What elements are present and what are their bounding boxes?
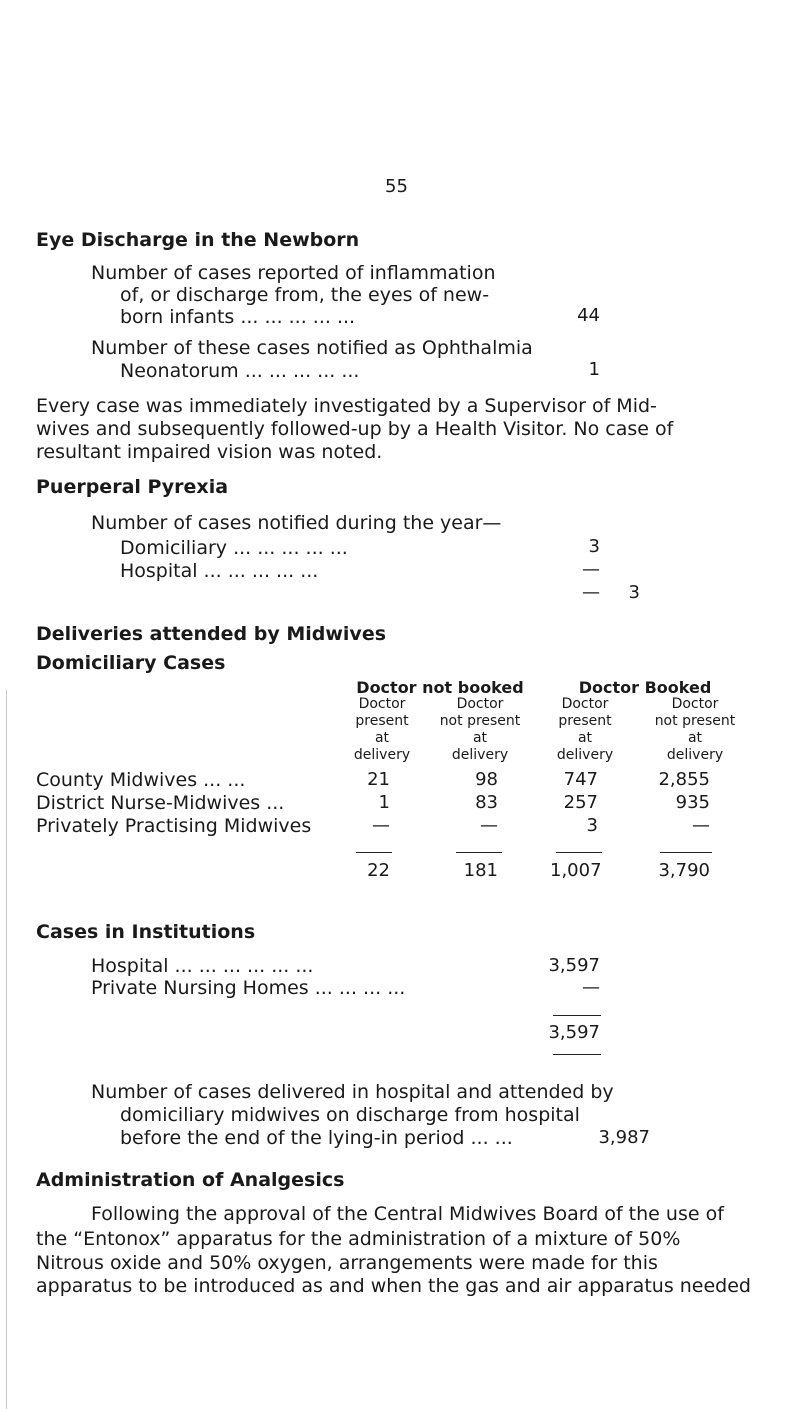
column-header-not-booked-not-present: Doctor not present at delivery	[439, 696, 521, 763]
pyrexia-total: 3	[628, 582, 640, 603]
institution-total: 3,597	[548, 1022, 600, 1043]
pyrexia-row-label: Domiciliary ... ... ... ... ...	[120, 537, 348, 559]
page-number: 55	[385, 176, 408, 197]
eye-line-3: born infants ... ... ... ... ...	[120, 306, 356, 328]
analgesics-line-3: Nitrous oxide and 50% oxygen, arrangements were made for this	[36, 1252, 658, 1274]
scan-margin-line	[6, 690, 7, 1409]
analgesics-line-2: the “Entonox” apparatus for the administration of a mixture of 50%	[36, 1228, 681, 1250]
analgesics-line-4: apparatus to be introduced as and when the gas and air apparatus needed	[36, 1275, 751, 1297]
total-rule	[456, 852, 502, 853]
table-total: 181	[463, 860, 498, 881]
subheading-domiciliary-cases: Domiciliary Cases	[36, 652, 226, 674]
subheading-cases-in-institutions: Cases in Institutions	[36, 921, 256, 943]
institution-total-rule-lower	[553, 1054, 601, 1055]
institution-row-label: Hospital ... ... ... ... ... ...	[91, 955, 314, 977]
table-cell: 747	[563, 769, 598, 790]
institution-row-value: —	[582, 977, 600, 998]
institution-para-line-3: before the end of the lying-in period ... ...	[120, 1127, 513, 1149]
group-header-booked: Doctor Booked	[578, 678, 712, 697]
table-total: 1,007	[550, 860, 602, 881]
eye-line-4: Number of these cases notified as Ophthalmia	[91, 337, 533, 359]
group-header-not-booked: Doctor not booked	[356, 678, 524, 697]
eye-line-2: of, or discharge from, the eyes of new-	[120, 284, 490, 306]
section-heading-analgesics: Administration of Analgesics	[36, 1169, 345, 1191]
total-rule	[556, 852, 602, 853]
institution-para-line-1: Number of cases delivered in hospital and attended by	[91, 1081, 614, 1103]
table-total: 22	[367, 860, 390, 881]
table-cell: 935	[675, 792, 710, 813]
table-row-label: District Nurse-Midwives ...	[36, 792, 285, 814]
eye-para-line-2: wives and subsequently followed-up by a Health Visitor. No case of	[36, 418, 674, 440]
table-total: 3,790	[658, 860, 710, 881]
total-rule	[356, 852, 392, 853]
pyrexia-total-dash: —	[582, 582, 600, 603]
column-header-booked-not-present: Doctor not present at delivery	[654, 696, 736, 763]
eye-para-line-1: Every case was immediately investigated by a Supervisor of Mid-	[36, 395, 657, 417]
eye-value-reported: 44	[577, 305, 600, 326]
section-heading-deliveries: Deliveries attended by Midwives	[36, 623, 387, 645]
pyrexia-row-label: Hospital ... ... ... ... ...	[120, 560, 319, 582]
table-cell: 98	[475, 769, 498, 790]
analgesics-line-1: Following the approval of the Central Midwives Board of the use of	[91, 1203, 724, 1225]
table-row-label: Privately Practising Midwives	[36, 815, 312, 837]
institution-row-value: 3,597	[548, 955, 600, 976]
pyrexia-row-value: 3	[588, 536, 600, 557]
eye-line-5: Neonatorum ... ... ... ... ...	[120, 360, 360, 382]
table-cell: 2,855	[658, 769, 710, 790]
institution-para-line-2: domiciliary midwives on discharge from hospital	[120, 1104, 580, 1126]
table-cell: 83	[475, 792, 498, 813]
pyrexia-intro: Number of cases notified during the year—	[91, 512, 502, 534]
table-cell: 3	[586, 815, 598, 836]
section-heading-eye-discharge: Eye Discharge in the Newborn	[36, 229, 360, 251]
table-cell: —	[372, 815, 390, 836]
table-cell: 257	[563, 792, 598, 813]
table-row-label: County Midwives ... ...	[36, 769, 246, 791]
pyrexia-row-value: —	[582, 559, 600, 580]
eye-line-1: Number of cases reported of inflammation	[91, 262, 496, 284]
institution-total-rule	[553, 1015, 601, 1016]
table-cell: —	[480, 815, 498, 836]
total-rule	[660, 852, 712, 853]
institution-row-label: Private Nursing Homes ... ... ... ...	[91, 977, 406, 999]
column-header-booked-present: Doctor present at delivery	[556, 696, 614, 763]
institution-para-value: 3,987	[598, 1127, 650, 1148]
eye-para-line-3: resultant impaired vision was noted.	[36, 441, 383, 463]
table-cell: 1	[378, 792, 390, 813]
section-heading-puerperal-pyrexia: Puerperal Pyrexia	[36, 476, 229, 498]
column-header-not-booked-present: Doctor present at delivery	[353, 696, 411, 763]
table-cell: —	[692, 815, 710, 836]
table-cell: 21	[367, 769, 390, 790]
eye-value-notified: 1	[588, 359, 600, 380]
